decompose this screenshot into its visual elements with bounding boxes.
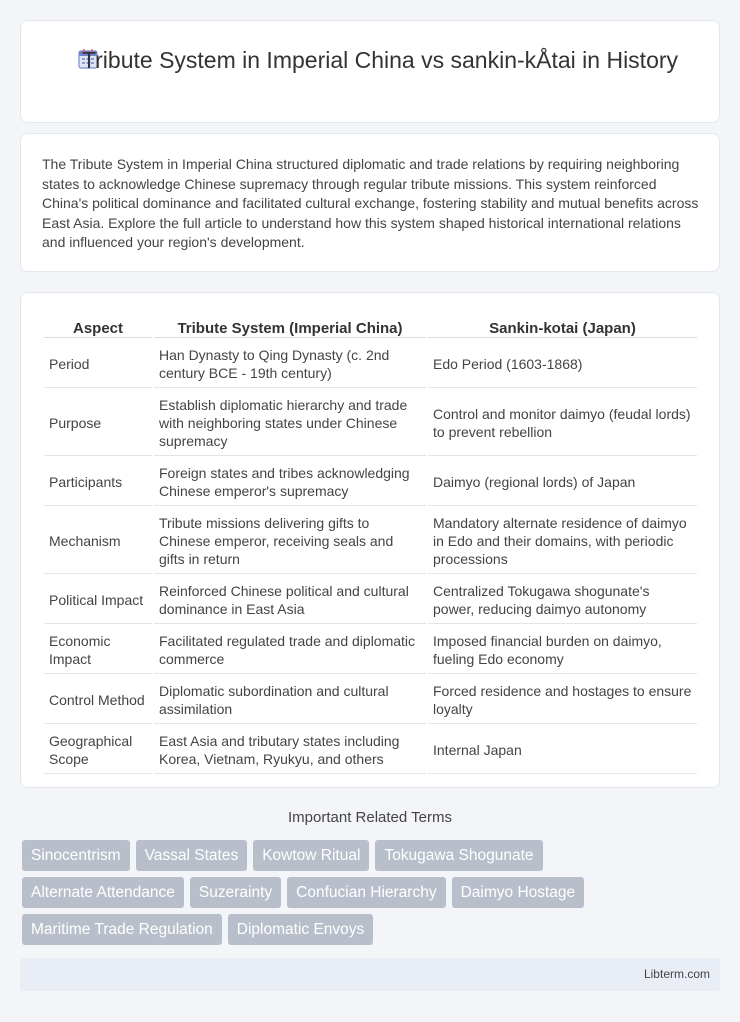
china-cell: Diplomatic subordination and cultural assimilation [154,676,426,724]
japan-cell: Control and monitor daimyo (feudal lords) to prevent rebellion [428,390,697,456]
tag-daimyo-hostage[interactable]: Daimyo Hostage [452,877,585,908]
table-row [44,676,697,724]
tag-sinocentrism[interactable]: Sinocentrism [22,840,130,871]
tag-kowtow-ritual[interactable]: Kowtow Ritual [253,840,369,871]
tag-diplomatic-envoys[interactable]: Diplomatic Envoys [228,914,374,945]
aspect-cell: Purpose [44,390,152,456]
aspect-cell: Mechanism [44,508,152,574]
table-header-row [44,316,697,338]
japan-cell: Mandatory alternate residence of daimyo in Edo and their domains, with periodic processions [428,508,697,574]
aspect-cell: Period [44,340,152,388]
tag-tokugawa-shogunate[interactable]: Tokugawa Shogunate [375,840,542,871]
tag-alternate-attendance[interactable]: Alternate Attendance [22,877,184,908]
related-terms-list [22,840,622,951]
header-sankin-kotai: Sankin-kotai (Japan) [428,316,697,338]
china-cell: Facilitated regulated trade and diplomatic commerce [154,626,426,674]
aspect-cell: Economic Impact [44,626,152,674]
page-title: Tribute System in Imperial China vs sankin-kÅtai in History [81,47,679,73]
japan-cell: Centralized Tokugawa shogunate's power, reducing daimyo autonomy [428,576,697,624]
comparison-card [20,292,720,788]
china-cell: Reinforced Chinese political and cultural dominance in East Asia [154,576,426,624]
tag-vassal-states[interactable]: Vassal States [136,840,248,871]
china-cell: East Asia and tributary states including Korea, Vietnam, Ryukyu, and others [154,726,426,774]
japan-cell: Edo Period (1603-1868) [428,340,697,388]
aspect-cell: Geographical Scope [44,726,152,774]
table-row [44,508,697,574]
tag-suzerainty[interactable]: Suzerainty [190,877,281,908]
table-row [44,576,697,624]
comparison-table [42,314,699,776]
japan-cell: Internal Japan [428,726,697,774]
table-row [44,726,697,774]
tag-confucian-hierarchy[interactable]: Confucian Hierarchy [287,877,445,908]
footer [20,958,720,991]
table-row [44,626,697,674]
china-cell: Han Dynasty to Qing Dynasty (c. 2nd century BCE - 19th century) [154,340,426,388]
china-cell: Foreign states and tribes acknowledging Chinese emperor's supremacy [154,458,426,506]
header-card [20,20,720,123]
china-cell: Tribute missions delivering gifts to Chinese emperor, receiving seals and gifts in return [154,508,426,574]
header-aspect: Aspect [44,316,152,338]
japan-cell: Imposed financial burden on daimyo, fueling Edo economy [428,626,697,674]
intro-card [20,133,720,272]
china-cell: Establish diplomatic hierarchy and trade with neighboring states under Chinese supremacy [154,390,426,456]
aspect-cell: Control Method [44,676,152,724]
tag-maritime-trade-regulation[interactable]: Maritime Trade Regulation [22,914,222,945]
aspect-cell: Political Impact [44,576,152,624]
table-row [44,458,697,506]
related-terms-title: Important Related Terms [288,809,452,826]
table-row [44,390,697,456]
japan-cell: Daimyo (regional lords) of Japan [428,458,697,506]
japan-cell: Forced residence and hostages to ensure loyalty [428,676,697,724]
aspect-cell: Participants [44,458,152,506]
intro-paragraph: The Tribute System in Imperial China structured diplomatic and trade relations by requiring neighboring states to acknowledge Chinese supremacy through regular tribute missions. This system reinforced China's political dominance and facilitated cultural exchange, fostering stability and mutual benefits across East Asia. Explore the full article to understand how this system shaped historical international relations and influenced your region's development. [42,156,699,251]
header-tribute-system: Tribute System (Imperial China) [154,316,426,338]
table-row [44,340,697,388]
footer-brand[interactable]: Libterm.com [643,967,710,981]
